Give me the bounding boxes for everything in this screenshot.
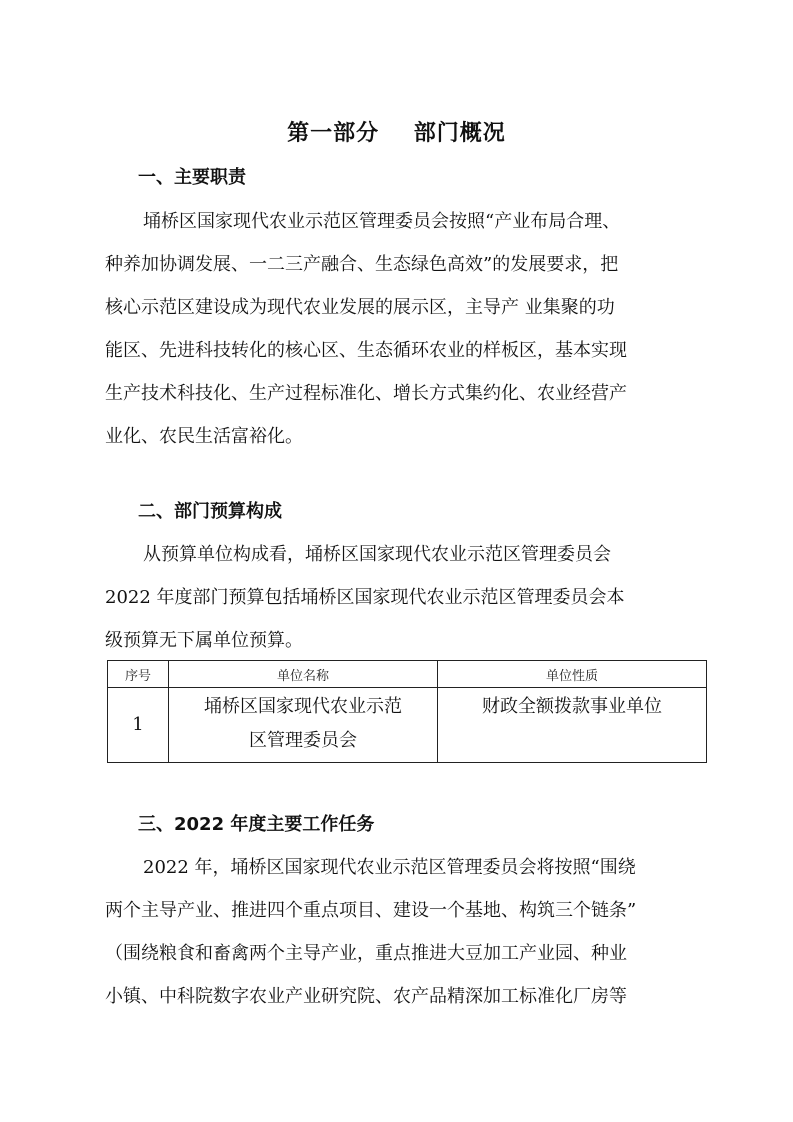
paragraph-line: 业化、农民生活富裕化。 — [105, 426, 303, 447]
table-cell-unit-type: 财政全额拨款事业单位 — [438, 688, 707, 763]
table-cell-unit-name — [169, 688, 438, 763]
table-header-cell: 单位名称 — [169, 661, 438, 688]
paragraph-line: 级预算无下属单位预算。 — [105, 630, 303, 651]
table-row — [108, 688, 707, 763]
table-header-cell: 单位性质 — [438, 661, 707, 688]
section-heading-responsibilities: 一、主要职责 — [138, 167, 246, 188]
unit-name-line: 埇桥区国家现代农业示范 — [204, 696, 402, 717]
section-heading-main-tasks: 三、2022 年度主要工作任务 — [138, 814, 375, 835]
paragraph-line: 2022 年度部门预算包括埇桥区国家现代农业示范区管理委员会本 — [105, 587, 625, 608]
section-body-main-tasks — [105, 846, 715, 1018]
paragraph-line: 生产技术科技化、生产过程标准化、增长方式集约化、农业经营产 — [105, 383, 627, 404]
table-header-row — [108, 661, 707, 688]
section-body-budget-structure — [105, 533, 715, 662]
paragraph-line: 种养加协调发展、一二三产融合、生态绿色高效”的发展要求，把 — [105, 254, 619, 275]
table-header-cell: 序号 — [108, 661, 169, 688]
paragraph-line: （围绕粮食和畜禽两个主导产业，重点推进大豆加工产业园、种业 — [105, 943, 627, 964]
budget-unit-table — [107, 660, 707, 763]
table-cell-number: 1 — [108, 688, 169, 763]
section-body-responsibilities — [105, 200, 715, 458]
unit-name-line: 区管理委员会 — [249, 730, 357, 751]
paragraph-line: 核心示范区建设成为现代农业发展的展示区，主导产 业集聚的功 — [105, 297, 615, 318]
paragraph-line: 能区、先进科技转化的核心区、生态循环农业的样板区，基本实现 — [105, 340, 627, 361]
paragraph-line: 从预算单位构成看，埇桥区国家现代农业示范区管理委员会 — [143, 544, 611, 565]
paragraph-line: 两个主导产业、推进四个重点项目、建设一个基地、构筑三个链条” — [105, 900, 637, 921]
paragraph-line: 埇桥区国家现代农业示范区管理委员会按照“产业布局合理、 — [143, 211, 621, 232]
section-heading-budget-structure: 二、部门预算构成 — [138, 501, 282, 522]
paragraph-line: 2022 年，埇桥区国家现代农业示范区管理委员会将按照“围绕 — [143, 857, 636, 878]
paragraph-line: 小镇、中科院数字农业产业研究院、农产品精深加工标准化厂房等 — [105, 986, 627, 1007]
page-title: 第一部分 部门概况 — [287, 121, 506, 146]
